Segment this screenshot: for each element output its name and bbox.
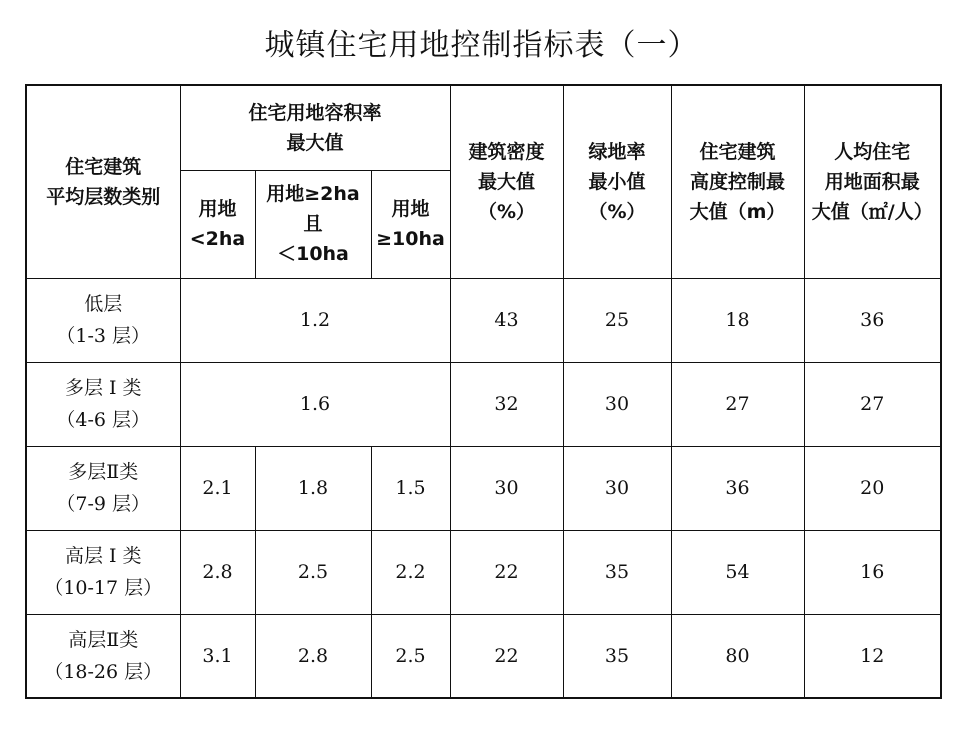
- table-row: [26, 362, 941, 446]
- far-value-small: 2.1: [180, 446, 255, 530]
- header-far-small: 用地 <2ha: [180, 170, 255, 278]
- density-value: 43: [450, 278, 563, 362]
- row-category: 高层Ⅱ类 （18-26 层）: [26, 614, 180, 698]
- header-height: 住宅建筑 高度控制最 大值（m）: [671, 85, 804, 278]
- height-value: 18: [671, 278, 804, 362]
- far-value-medium: 2.5: [255, 530, 371, 614]
- header-area: 人均住宅 用地面积最 大值（㎡/人）: [804, 85, 941, 278]
- density-value: 30: [450, 446, 563, 530]
- far-value-small: 3.1: [180, 614, 255, 698]
- table-row: [26, 614, 941, 698]
- table-row: [26, 446, 941, 530]
- area-value: 20: [804, 446, 941, 530]
- page-title: 城镇住宅用地控制指标表（一）: [264, 28, 699, 63]
- header-far-large: 用地 ≥10ha: [371, 170, 450, 278]
- row-category: 多层 I 类 （4-6 层）: [26, 362, 180, 446]
- header-far-medium: 用地≥2ha 且 ＜10ha: [255, 170, 371, 278]
- area-value: 36: [804, 278, 941, 362]
- far-value-large: 2.2: [371, 530, 450, 614]
- control-index-table: [25, 84, 942, 699]
- height-value: 36: [671, 446, 804, 530]
- table-row: [26, 278, 941, 362]
- header-row-1: [26, 85, 941, 170]
- height-value: 27: [671, 362, 804, 446]
- height-value: 80: [671, 614, 804, 698]
- density-value: 22: [450, 614, 563, 698]
- far-value-medium: 2.8: [255, 614, 371, 698]
- height-value: 54: [671, 530, 804, 614]
- far-value-large: 1.5: [371, 446, 450, 530]
- far-value: 1.6: [180, 362, 450, 446]
- green-value: 30: [563, 446, 671, 530]
- density-value: 22: [450, 530, 563, 614]
- green-value: 35: [563, 614, 671, 698]
- row-category: 低层 （1-3 层）: [26, 278, 180, 362]
- far-value-small: 2.8: [180, 530, 255, 614]
- header-category: 住宅建筑 平均层数类别: [26, 85, 180, 278]
- header-green: 绿地率 最小值 （%）: [563, 85, 671, 278]
- header-far-group: 住宅用地容积率 最大值: [180, 85, 450, 170]
- table-row: [26, 530, 941, 614]
- header-density: 建筑密度 最大值 （%）: [450, 85, 563, 278]
- row-category: 高层 I 类 （10-17 层）: [26, 530, 180, 614]
- far-value-medium: 1.8: [255, 446, 371, 530]
- area-value: 27: [804, 362, 941, 446]
- area-value: 12: [804, 614, 941, 698]
- far-value-large: 2.5: [371, 614, 450, 698]
- far-value: 1.2: [180, 278, 450, 362]
- row-category: 多层Ⅱ类 （7-9 层）: [26, 446, 180, 530]
- area-value: 16: [804, 530, 941, 614]
- green-value: 35: [563, 530, 671, 614]
- density-value: 32: [450, 362, 563, 446]
- green-value: 30: [563, 362, 671, 446]
- green-value: 25: [563, 278, 671, 362]
